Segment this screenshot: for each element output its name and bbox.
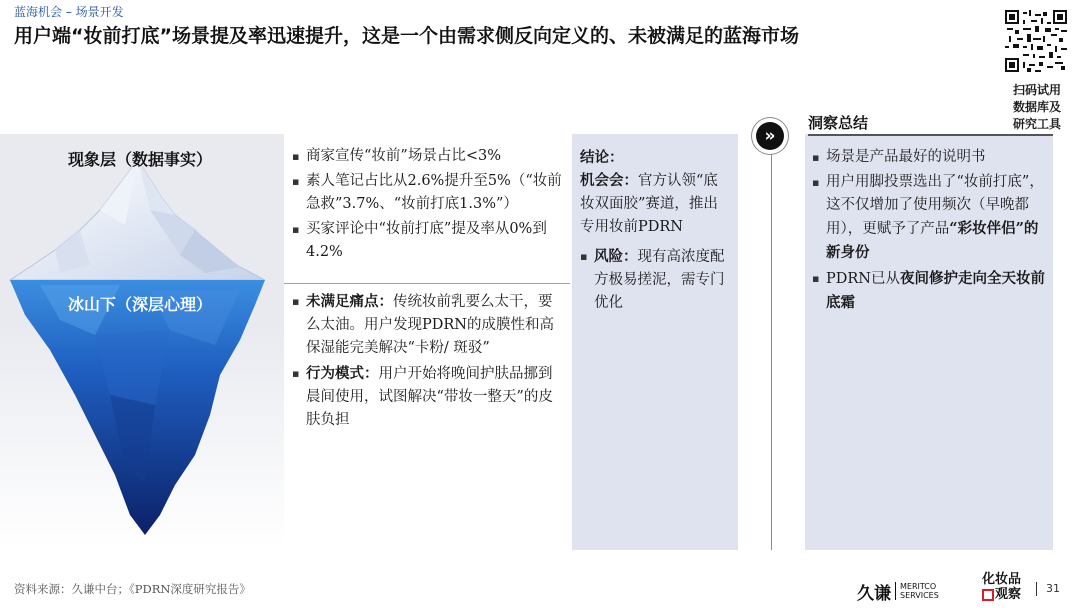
conclusion-block [580,146,732,317]
page-separator [1036,582,1037,596]
opportunity-text [580,169,732,239]
qr-caption-line: 数据库及 [1012,100,1061,114]
double-chevron-right-icon: » [756,122,784,150]
layer-divider [284,283,570,284]
list-item [292,362,564,432]
item-text: 现有高浓度配方极易搓泥，需专门优化 [594,249,725,311]
logo-text: 久谦 [857,583,891,604]
qr-code-icon[interactable] [1005,10,1067,72]
summary-list [812,146,1050,317]
qr-caption-line: 研究工具 [1012,117,1061,131]
logo-text: 观察 [995,587,1022,602]
iceberg-illustration [0,155,284,540]
list-item [812,267,1050,315]
psychology-list [292,290,564,434]
item-text: 用户用脚投票选出了“妆前打底”，这不仅增加了使用频次（早晚都用），更赋予了产品 [826,174,1044,237]
item-text: 用户开始将晚间护肤品挪到晨间使用，试图解决“带妆一整天”的皮肤负担 [306,366,553,428]
list-item: ▪ 素人笔记占比从2.6%提升至5%（“妆前急救”3.7%、“妆前打底1.3%”） [292,170,564,216]
section-divider [771,150,772,550]
red-square-icon [982,589,994,601]
item-emphasis: 夜间修护走向全天妆前底霜 [826,270,1045,311]
source-note: 资料来源：久谦中台；《PDRN深度研究报告》 [14,582,251,596]
list-item: ▪ 场景是产品最好的说明书 [812,146,1050,169]
item-text: 官方认领“底妆双面胶”赛道，推出专用妆前PDRN [580,173,718,235]
risk-list [580,245,732,315]
logo-subtext [895,582,939,600]
item-label: 行为模式： [306,365,379,382]
item-label: 风险： [594,248,638,265]
list-item: ▪ 商家宣传“妆前”场景占比<3% [292,145,564,168]
qr-caption-line: 扫码试用 [1012,83,1061,97]
item-text: PDRN已从 [826,271,900,287]
logo-text: 化妆品 [982,572,1022,587]
page-title: 用户端“妆前打底”场景提及率迅速提升，这是一个由需求侧反向定义的、未被满足的蓝海市场 [14,25,799,47]
list-item [812,171,1050,265]
item-text: 传统妆前乳要么太干，要么太油。用户发现PDRN的成膜性和高保湿能完美解决“卡粉/ 斑驳” [306,294,554,356]
iceberg-above-label: 现象层（数据事实） [68,150,213,169]
list-item: ▪ 买家评论中“妆前打底”提及率从0%到4.2% [292,218,564,264]
list-item [580,245,732,315]
breadcrumb: 蓝海机会 – 场景开发 [14,5,124,19]
logo-text-row [982,587,1030,602]
logo-subtext-line: SERVICES [900,591,939,600]
list-item [292,290,564,360]
logo-subtext-line: MERITCO [900,582,937,591]
meritco-logo [857,580,939,602]
qr-caption [998,82,1076,133]
arrow-button[interactable] [752,118,788,154]
iceberg-below-label: 冰山下（深层心理） [68,295,213,314]
summary-rule [808,134,1053,136]
item-emphasis: “彩妆伴侣”的新身份 [826,220,1039,261]
item-label: 机会会： [580,172,638,189]
item-label: 未满足痛点： [306,293,393,310]
summary-heading: 洞察总结 [808,114,869,132]
cosmetics-observer-logo [982,572,1030,602]
phenomena-list [292,145,564,266]
page-number: 31 [1046,582,1060,595]
conclusion-heading: 结论： [580,149,624,166]
